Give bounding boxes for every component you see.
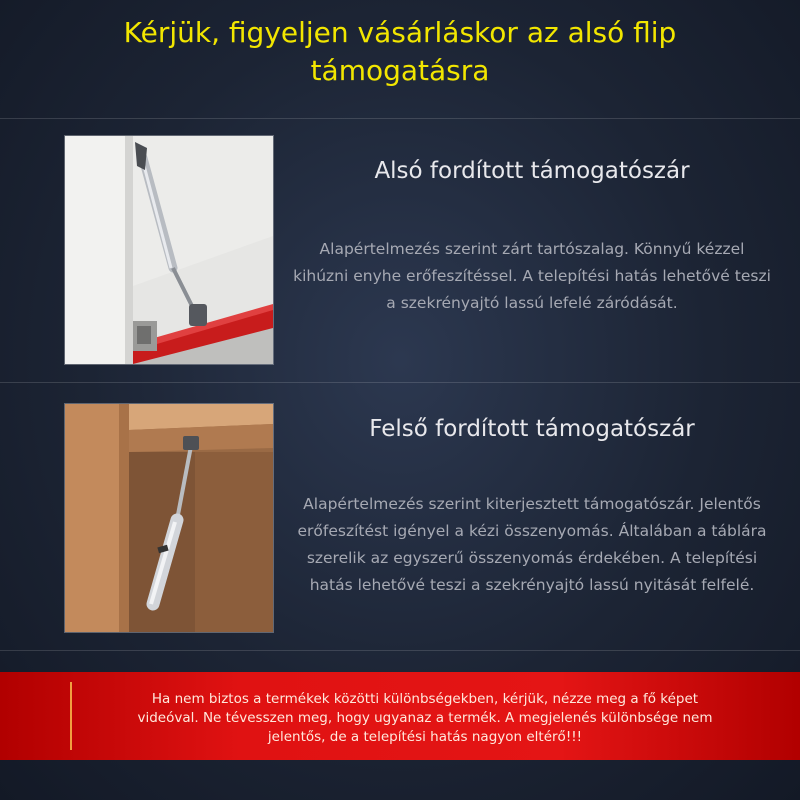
warning-banner — [0, 672, 800, 760]
divider-bottom — [0, 650, 800, 651]
warning-banner-text: Ha nem biztos a termékek közötti különbségekben, kérjük, nézze meg a fő képet videóval. Ne tévesszen meg, hogy ugyanaz a termék. A megjelenés különbsége nem jelentős, de a telepítési hatás nagyon eltérő!!! — [137, 691, 713, 745]
lower-support-rod-photo — [64, 135, 274, 365]
section-heading-lower: Alsó fordított támogatószár — [374, 158, 690, 184]
banner-accent-line — [70, 682, 72, 750]
page-title: Kérjük, figyeljen vásárláskor az alsó flip támogatásra — [123, 16, 677, 87]
divider-middle — [0, 382, 800, 383]
section-body-lower: Alapértelmezés szerint zárt tartószalag. Könnyű kézzel kihúzni enyhe erőfeszítéssel. A telepítési hatás lehetővé teszi a szekrényajtó lassú lefelé záródását. — [293, 240, 771, 312]
section-heading-upper: Felső fordított támogatószár — [369, 416, 695, 442]
section-body-upper: Alapértelmezés szerint kiterjesztett támogatószár. Jelentős erőfeszítést igényel a kézi összenyomás. Általában a táblára szerelik az egyszerű összenyomás érdekében. A telepítési hatás lehetővé teszi a szekrényajtó lassú nyitását felfelé. — [297, 495, 767, 594]
divider-top — [0, 118, 800, 119]
upper-support-rod-photo — [64, 403, 274, 633]
